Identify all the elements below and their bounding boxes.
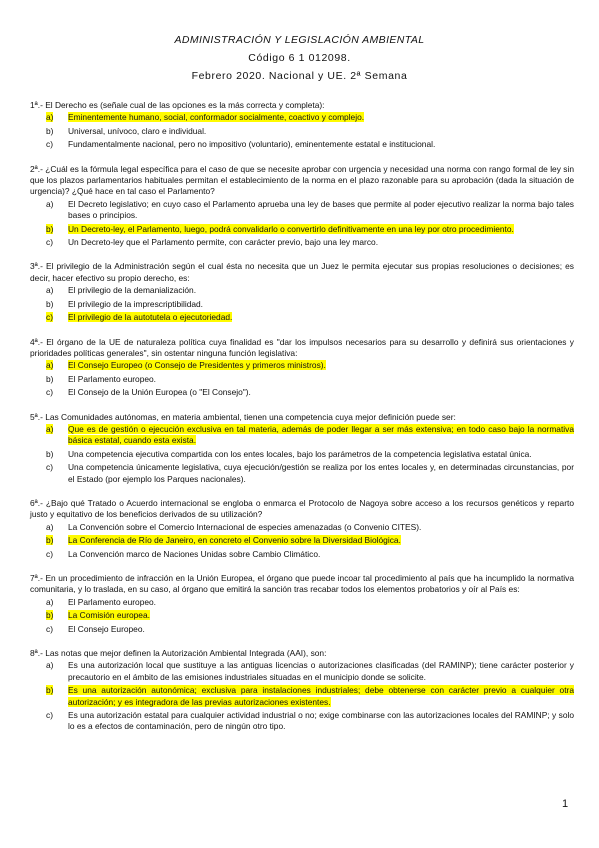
answer-option [30, 199, 574, 222]
option-text-content: El Parlamento europeo. [68, 373, 156, 384]
correct-answer-text [68, 424, 574, 447]
option-text-content: Una competencia ejecutiva compartida con los entes locales, bajo los parámetros de la competencia legislativa estatal única. [68, 448, 532, 459]
option-letter: a) [46, 660, 54, 671]
option-letter: b) [46, 448, 54, 459]
answer-option [30, 112, 574, 123]
option-letter: b) [46, 125, 54, 136]
option-text-content: El Consejo Europeo (o Consejo de Presidentes y primeros ministros). [68, 360, 326, 371]
answer-option [30, 624, 574, 635]
option-text-content: La Comisión europea. [68, 610, 150, 621]
answer-option [30, 549, 574, 560]
question-block [30, 498, 574, 560]
option-letter-highlight: b) [46, 223, 54, 234]
option-text-content: El Parlamento europeo. [68, 596, 156, 607]
answer-option [30, 660, 574, 683]
option-text-content: Es una autorización estatal para cualquier actividad industrial o no; exige combinarse con las autorizaciones locales del RAMINP; y solo lo es a efectos de contaminación, pero de ningún otro tipo. [68, 710, 574, 732]
option-text-content: La Conferencia de Río de Janeiro, en concreto el Convenio sobre la Diversidad Biológica. [68, 535, 401, 546]
option-text [68, 624, 574, 635]
option-text [68, 660, 574, 683]
option-text-content: Universal, unívoco, claro e individual. [68, 125, 207, 136]
answer-option [30, 139, 574, 150]
option-letter-highlight: a) [46, 360, 54, 371]
option-letter [30, 685, 68, 696]
option-letter: c) [46, 548, 53, 559]
document-header [0, 34, 599, 88]
question-list [30, 100, 574, 746]
option-letter [30, 360, 68, 371]
exam-session: Febrero 2020. Nacional y UE. 2ª Semana [191, 70, 408, 82]
question-stem: 4ª.- El órgano de la UE de naturaleza política cuya finalidad es "dar los impulsos necesarios para su desarrollo y definirá sus orientaciones y prioridades políticas generales", sin ostentar ninguna función legislativa: [30, 336, 574, 358]
answer-option [30, 360, 574, 371]
question-stem: 6ª.- ¿Bajo qué Tratado o Acuerdo internacional se engloba o enmarca el Protocolo de Nagoya sobre acceso a los recursos genéticos y reparto justo y equitativo de los beneficios derivados de su utilización? [30, 497, 574, 520]
correct-answer-text [68, 360, 574, 371]
correct-answer-text [68, 112, 574, 123]
option-text [68, 285, 574, 296]
option-text [68, 449, 574, 460]
option-text-content: Un Decreto-ley que el Parlamento permite, con carácter previo, bajo una ley marco. [68, 237, 379, 248]
option-letter [30, 312, 68, 323]
answer-option [30, 610, 574, 621]
option-letter: b) [46, 298, 54, 309]
option-letter [30, 610, 68, 621]
option-text-content: El privilegio de la demanialización. [68, 285, 197, 296]
page-number: 1 [562, 798, 569, 810]
option-letter: c) [46, 623, 53, 634]
document-title: ADMINISTRACIÓN Y LEGISLACIÓN AMBIENTAL [174, 34, 425, 46]
option-letter [30, 535, 68, 546]
answer-option [30, 237, 574, 248]
answer-option [30, 126, 574, 137]
option-text [68, 237, 574, 248]
option-text-content: Eminentemente humano, social, conformador socialmente, coactivo y complejo. [68, 112, 365, 123]
question-block [30, 164, 574, 249]
option-letter-highlight: b) [46, 535, 54, 546]
correct-answer-text [68, 224, 574, 235]
option-letter [30, 112, 68, 123]
answer-option [30, 710, 574, 733]
option-text-content: El privilegio de la imprescriptibilidad. [68, 298, 203, 309]
option-letter: a) [46, 285, 54, 296]
option-letter: c) [46, 387, 53, 398]
option-text-content: El privilegio de la autotutela o ejecutoriedad. [68, 312, 233, 323]
option-text-content: Una competencia únicamente legislativa, cuya ejecución/gestión se realiza por los entes locales y, en determinadas circunstancias, por el Estado (por ejemplo los Parques nacionales). [68, 462, 574, 484]
answer-option [30, 387, 574, 398]
option-text-content: Es una autorización autonómica; exclusiva para instalaciones industriales; debe obtenerse con carácter previo a cualquier otra autorización; y es integradora de las previas autorizaciones existentes. [68, 685, 574, 707]
option-text-content: La Convención marco de Naciones Unidas sobre Cambio Climático. [68, 548, 321, 559]
option-letter: b) [46, 373, 54, 384]
option-letter-highlight: c) [46, 312, 53, 323]
option-letter: c) [46, 237, 53, 248]
option-letter: c) [46, 710, 53, 721]
option-text [68, 462, 574, 485]
option-text [68, 597, 574, 608]
option-text-content: El Consejo Europeo. [68, 623, 145, 634]
option-letter-highlight: a) [46, 112, 54, 123]
question-stem: 8ª.- Las notas que mejor definen la Autorización Ambiental Integrada (AAI), son: [30, 648, 327, 659]
option-letter-highlight: b) [46, 685, 54, 696]
option-text-content: El Consejo de la Unión Europea (o "El Consejo"). [68, 387, 251, 398]
option-text [68, 126, 574, 137]
option-text-content: El Decreto legislativo; en cuyo caso el Parlamento aprueba una ley de bases que permite al poder ejecutivo realizar la norma bajo tales bases o principios. [68, 198, 574, 221]
option-text-content: Fundamentalmente nacional, pero no impositivo (voluntario), eminentemente estatal e institucional. [68, 139, 436, 150]
question-block [30, 648, 574, 733]
answer-option [30, 285, 574, 296]
question-stem: 2ª.- ¿Cuál es la fórmula legal específica para el caso de que se necesite aprobar con urgencia y necesidad una norma con rango formal de ley sin que los plazos parlamentarios habituales permitan el establecimiento de la norma en el plazo razonable para su aprobación (dada la situación de urgencia)? ¿Qué hace en tal caso el Parlamento? [30, 163, 574, 197]
correct-answer-text [68, 685, 574, 708]
option-text-content: Un Decreto-ley, el Parlamento, luego, podrá convalidarlo o convertirlo definitivamente en una ley por otro procedimiento. [68, 223, 514, 234]
answer-option [30, 374, 574, 385]
option-letter-highlight: b) [46, 610, 54, 621]
correct-answer-text [68, 312, 574, 323]
option-text [68, 387, 574, 398]
question-block [30, 100, 574, 151]
correct-answer-text [68, 535, 574, 546]
option-letter: c) [46, 462, 53, 473]
course-code: Código 6 1 012098. [248, 52, 351, 64]
option-text [68, 549, 574, 560]
option-letter: a) [46, 198, 54, 209]
option-text [68, 199, 574, 222]
option-letter [30, 424, 68, 435]
option-letter: c) [46, 139, 53, 150]
option-text [68, 522, 574, 533]
question-block [30, 261, 574, 323]
option-letter: a) [46, 521, 54, 532]
option-text [68, 374, 574, 385]
answer-option [30, 462, 574, 485]
option-text-content: Que es de gestión o ejecución exclusiva en tal materia, además de poder llegar a ser más extensiva; en todo caso bajo la normativa básica estatal, cuando esta exista. [68, 423, 574, 446]
option-text [68, 710, 574, 733]
answer-option [30, 224, 574, 235]
answer-option [30, 685, 574, 708]
answer-option [30, 449, 574, 460]
option-text [68, 299, 574, 310]
answer-option [30, 535, 574, 546]
answer-option [30, 522, 574, 533]
option-letter-highlight: a) [46, 423, 54, 434]
option-letter [30, 224, 68, 235]
question-block [30, 412, 574, 485]
option-text-content: La Convención sobre el Comercio Internacional de especies amenazadas (o Convenio CITES). [68, 521, 422, 532]
correct-answer-text [68, 610, 574, 621]
answer-option [30, 299, 574, 310]
option-text [68, 139, 574, 150]
option-letter: a) [46, 596, 54, 607]
answer-option [30, 597, 574, 608]
question-stem: 1ª.- El Derecho es (señale cual de las opciones es la más correcta y completa): [30, 100, 325, 110]
question-stem: 7ª.- En un procedimiento de infracción en la Unión Europea, el órgano que puede incoar tal procedimiento al país que ha incumplido la normativa comunitaria, y lo traslada, en su caso, al órgano que emitirá la sanción tras recabar todos los elementos probatorios y oír al País es: [30, 573, 574, 595]
answer-option [30, 424, 574, 447]
question-stem: 5ª.- Las Comunidades autónomas, en materia ambiental, tienen una competencia cuya mejor definición puede ser: [30, 411, 456, 422]
option-text-content: Es una autorización local que sustituye a las antiguas licencias o autorizaciones clasificadas (del RAMINP); tiene carácter posterior y precautorio en el ámbito de las emisiones industriales situadas en el municipio donde se solicite. [68, 660, 574, 682]
answer-option [30, 312, 574, 323]
question-stem: 3ª.- El privilegio de la Administración según el cual ésta no necesita que un Juez le permita ejecutar sus propias resoluciones o decisiones; es decir, hacer efectivo su propio derecho, es: [30, 261, 574, 283]
question-block [30, 337, 574, 399]
question-block [30, 573, 574, 635]
